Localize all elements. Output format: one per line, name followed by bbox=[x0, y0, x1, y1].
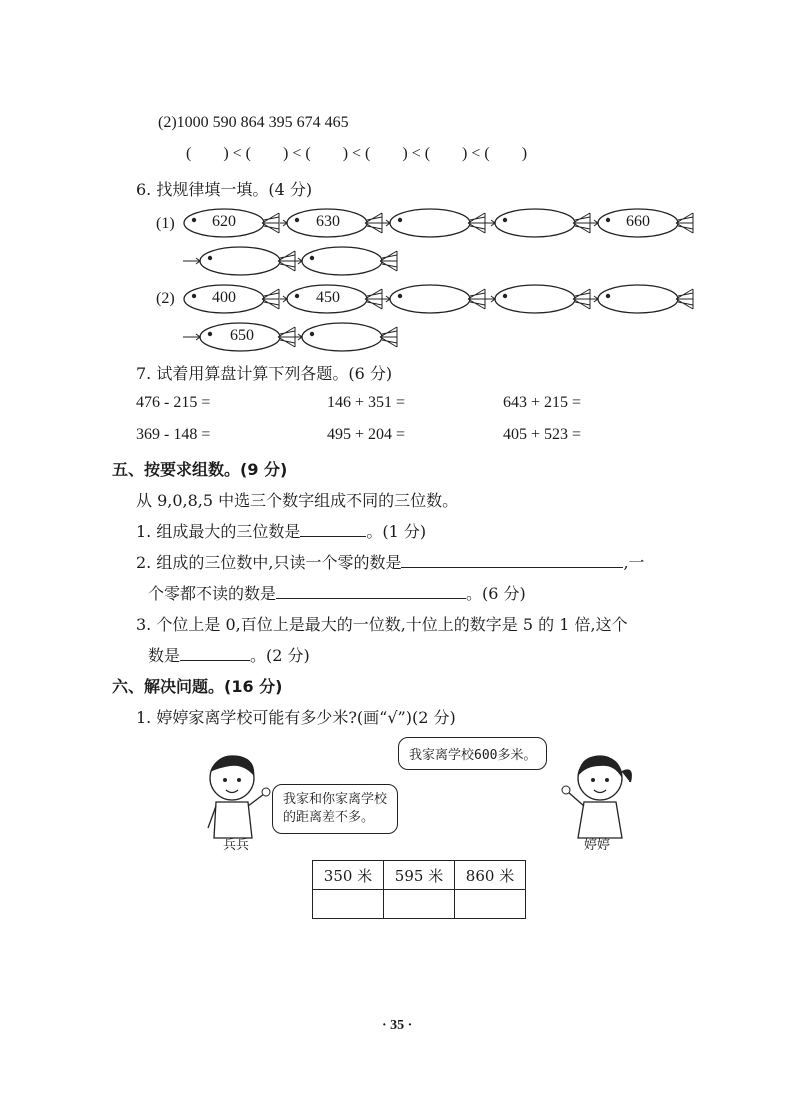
fish-r2-4 bbox=[495, 285, 590, 313]
answer-cell[interactable] bbox=[313, 890, 384, 919]
section5-q3-line2 bbox=[148, 643, 310, 666]
fish-r2-7 bbox=[302, 323, 397, 351]
answer-blank[interactable] bbox=[401, 553, 623, 568]
section5-q3: 3. 个位上是 0,百位上是最大的一位数,十位上的数字是 5 的 1 倍,这个 bbox=[136, 615, 628, 634]
page-number: · 35 · bbox=[382, 1018, 413, 1033]
fish-value: 450 bbox=[316, 289, 340, 306]
arrow bbox=[183, 258, 200, 264]
answer-cell[interactable] bbox=[384, 890, 455, 919]
fish-r2-3 bbox=[390, 285, 485, 313]
arrow bbox=[280, 220, 287, 226]
q7-item: 146 + 351 = bbox=[327, 394, 406, 411]
arrow bbox=[585, 220, 598, 226]
q7-item: 405 + 523 = bbox=[503, 426, 582, 443]
table-header: 860 米 bbox=[455, 861, 526, 890]
q2-score: 。(6 分) bbox=[466, 584, 526, 603]
q1-text: 1. 组成最大的三位数是 bbox=[136, 522, 301, 541]
speech-bubble-tingting: 我家离学校600多米。 bbox=[398, 737, 547, 770]
bubble-line: 我家和你家离学校 bbox=[283, 792, 388, 807]
fish-row1 bbox=[183, 209, 693, 275]
bubble-line: 的距离差不多。 bbox=[283, 810, 375, 825]
q2-numbers: (2)1000 590 864 395 674 465 bbox=[158, 114, 349, 131]
answer-blank[interactable] bbox=[300, 522, 366, 537]
fish-value: 630 bbox=[316, 213, 340, 230]
speech-bubble-bingbing bbox=[272, 784, 398, 834]
fish-r1-7 bbox=[302, 247, 397, 275]
table-answer-row bbox=[313, 890, 526, 919]
arrow bbox=[280, 296, 287, 302]
q7-item: 476 - 215 = bbox=[136, 394, 211, 411]
fish-value: 660 bbox=[626, 213, 650, 230]
name-tingting: 婷婷 bbox=[584, 838, 611, 853]
fish-r1-4 bbox=[495, 209, 590, 237]
q6-row1-label: (1) bbox=[156, 215, 175, 232]
table-header: 595 米 bbox=[384, 861, 455, 890]
fish-value: 650 bbox=[230, 327, 254, 344]
q3-text2: 数是 bbox=[148, 646, 181, 665]
section6-q1: 1. 婷婷家离学校可能有多少米?(画“√”)(2 分) bbox=[136, 708, 456, 727]
fish-value: 400 bbox=[212, 289, 236, 306]
arrow bbox=[290, 334, 302, 340]
answer-blank[interactable] bbox=[276, 584, 466, 599]
arrow bbox=[290, 258, 302, 264]
q3-score: 。(2 分) bbox=[250, 646, 310, 665]
fish-sequence bbox=[0, 0, 800, 360]
q7-item: 643 + 215 = bbox=[503, 394, 582, 411]
arrow bbox=[482, 296, 495, 302]
section5-title: 五、按要求组数。(9 分) bbox=[112, 460, 288, 479]
q1-score: 。(1 分) bbox=[366, 522, 427, 541]
q2-text: 2. 组成的三位数中,只读一个零的数是 bbox=[136, 553, 402, 572]
q7-item: 495 + 204 = bbox=[327, 426, 406, 443]
table-header: 350 米 bbox=[313, 861, 384, 890]
arrow bbox=[378, 220, 390, 226]
section5-q2 bbox=[136, 550, 645, 573]
q7-title: 7. 试着用算盘计算下列各题。(6 分) bbox=[136, 364, 393, 383]
answer-blank[interactable] bbox=[180, 646, 250, 661]
fish-r1-6 bbox=[200, 247, 295, 275]
fish-row2 bbox=[183, 285, 693, 351]
tingting-illustration bbox=[560, 748, 640, 848]
answer-cell[interactable] bbox=[455, 890, 526, 919]
arrow bbox=[183, 334, 200, 340]
name-bingbing: 兵兵 bbox=[223, 838, 250, 853]
q2-compare-row: ( ) < ( ) < ( ) < ( ) < ( ) < ( ) bbox=[186, 145, 528, 162]
arrow bbox=[482, 220, 495, 226]
answer-table bbox=[312, 860, 526, 919]
section5-intro: 从 9,0,8,5 中选三个数字组成不同的三位数。 bbox=[136, 491, 459, 510]
arrow bbox=[378, 296, 390, 302]
fish-value: 620 bbox=[212, 213, 236, 230]
section5-q2-line2 bbox=[148, 581, 526, 604]
q6-row2-label: (2) bbox=[156, 290, 175, 307]
arrow bbox=[585, 296, 598, 302]
fish-r2-5 bbox=[598, 285, 693, 313]
q2-text2: 个零都不读的数是 bbox=[148, 584, 277, 603]
q6-title: 6. 找规律填一填。(4 分) bbox=[136, 180, 313, 199]
section5-q1 bbox=[136, 519, 426, 542]
fish-r1-3 bbox=[390, 209, 485, 237]
q2-cont: ,一 bbox=[623, 553, 645, 572]
section6-title: 六、解决问题。(16 分) bbox=[112, 677, 283, 696]
q7-item: 369 - 148 = bbox=[136, 426, 211, 443]
table-header-row bbox=[313, 861, 526, 890]
